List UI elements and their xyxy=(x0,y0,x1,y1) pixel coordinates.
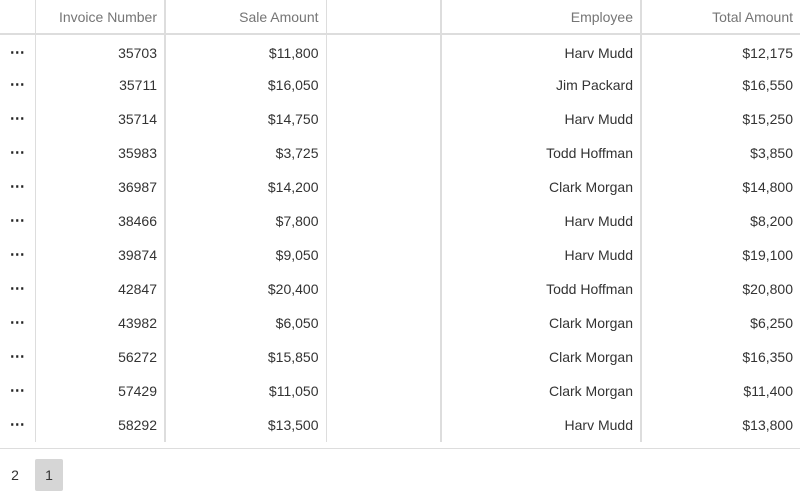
row-menu-icon[interactable]: ⋯ xyxy=(9,212,25,229)
blank-cell xyxy=(326,204,441,238)
blank-cell xyxy=(326,170,441,204)
table-row xyxy=(0,34,800,68)
invoice-number-cell: 38466 xyxy=(35,204,165,238)
total-amount-cell: $14,800 xyxy=(641,170,800,204)
header-invoice-number[interactable]: Invoice Number xyxy=(35,0,165,34)
table-row xyxy=(0,306,800,340)
row-menu-cell xyxy=(0,170,35,204)
invoice-number-cell: 43982 xyxy=(35,306,165,340)
blank-cell xyxy=(326,374,441,408)
row-menu-cell xyxy=(0,238,35,272)
sale-amount-cell: $6,050 xyxy=(165,306,326,340)
row-menu-icon[interactable]: ⋯ xyxy=(9,144,25,161)
row-menu-icon[interactable]: ⋯ xyxy=(9,178,25,195)
employee-cell: Clark Morgan xyxy=(441,340,641,374)
row-menu-icon[interactable]: ⋯ xyxy=(9,382,25,399)
invoice-number-cell: 35703 xyxy=(35,34,165,68)
invoice-number-cell: 56272 xyxy=(35,340,165,374)
invoice-number-cell: 42847 xyxy=(35,272,165,306)
table-row xyxy=(0,374,800,408)
total-amount-cell: $19,100 xyxy=(641,238,800,272)
invoice-number-cell: 39874 xyxy=(35,238,165,272)
row-menu-cell xyxy=(0,306,35,340)
row-menu-icon[interactable]: ⋯ xyxy=(9,76,25,93)
sale-amount-cell: $20,400 xyxy=(165,272,326,306)
invoice-number-cell: 58292 xyxy=(35,408,165,442)
header-row xyxy=(0,0,800,34)
total-amount-cell: $8,200 xyxy=(641,204,800,238)
row-menu-icon[interactable]: ⋯ xyxy=(9,314,25,331)
sale-amount-cell: $7,800 xyxy=(165,204,326,238)
invoice-number-cell: 57429 xyxy=(35,374,165,408)
table-row xyxy=(0,68,800,102)
total-amount-cell: $12,175 xyxy=(641,34,800,68)
header-menu-column xyxy=(0,0,35,34)
total-amount-cell: $13,800 xyxy=(641,408,800,442)
sale-amount-cell: $11,800 xyxy=(165,34,326,68)
table-row xyxy=(0,102,800,136)
row-menu-icon[interactable]: ⋯ xyxy=(9,246,25,263)
sale-amount-cell: $14,200 xyxy=(165,170,326,204)
row-menu-icon[interactable]: ⋯ xyxy=(9,110,25,127)
total-amount-cell: $6,250 xyxy=(641,306,800,340)
header-blank-column[interactable] xyxy=(326,0,441,34)
employee-cell: Jim Packard xyxy=(441,68,641,102)
employee-cell: Harv Mudd xyxy=(441,102,641,136)
table-row xyxy=(0,238,800,272)
row-menu-cell xyxy=(0,102,35,136)
blank-cell xyxy=(326,340,441,374)
invoice-number-cell: 35983 xyxy=(35,136,165,170)
row-menu-icon[interactable]: ⋯ xyxy=(9,43,25,61)
total-amount-cell: $16,550 xyxy=(641,68,800,102)
table-row xyxy=(0,408,800,442)
row-menu-cell xyxy=(0,136,35,170)
total-amount-cell: $16,350 xyxy=(641,340,800,374)
page-link-1-current[interactable]: 1 xyxy=(35,459,63,491)
invoice-number-cell: 36987 xyxy=(35,170,165,204)
sale-amount-cell: $13,500 xyxy=(165,408,326,442)
table-row xyxy=(0,340,800,374)
employee-cell: Harv Mudd xyxy=(441,238,641,272)
employee-cell: Todd Hoffman xyxy=(441,136,641,170)
header-sale-amount[interactable]: Sale Amount xyxy=(165,0,326,34)
table-row xyxy=(0,272,800,306)
employee-cell: Clark Morgan xyxy=(441,170,641,204)
blank-cell xyxy=(326,34,441,68)
table-row xyxy=(0,170,800,204)
row-menu-cell xyxy=(0,408,35,442)
total-amount-cell: $15,250 xyxy=(641,102,800,136)
table-row xyxy=(0,204,800,238)
sale-amount-cell: $3,725 xyxy=(165,136,326,170)
row-menu-cell xyxy=(0,68,35,102)
row-menu-cell xyxy=(0,204,35,238)
pagination xyxy=(0,449,800,500)
blank-cell xyxy=(326,68,441,102)
total-amount-cell: $20,800 xyxy=(641,272,800,306)
sale-amount-cell: $16,050 xyxy=(165,68,326,102)
row-menu-icon[interactable]: ⋯ xyxy=(9,280,25,297)
employee-cell: Harv Mudd xyxy=(441,34,641,68)
sale-amount-cell: $11,050 xyxy=(165,374,326,408)
table-row xyxy=(0,136,800,170)
blank-cell xyxy=(326,102,441,136)
row-menu-icon[interactable]: ⋯ xyxy=(9,348,25,365)
blank-cell xyxy=(326,238,441,272)
header-employee[interactable]: Employee xyxy=(441,0,641,34)
row-menu-cell xyxy=(0,374,35,408)
total-amount-cell: $3,850 xyxy=(641,136,800,170)
row-menu-icon[interactable]: ⋯ xyxy=(9,416,25,433)
row-menu-cell xyxy=(0,340,35,374)
blank-cell xyxy=(326,136,441,170)
row-menu-cell xyxy=(0,34,35,68)
employee-cell: Clark Morgan xyxy=(441,306,641,340)
blank-cell xyxy=(326,306,441,340)
sale-amount-cell: $15,850 xyxy=(165,340,326,374)
row-menu-cell xyxy=(0,272,35,306)
header-total-amount[interactable]: Total Amount xyxy=(641,0,800,34)
employee-cell: Clark Morgan xyxy=(441,374,641,408)
sale-amount-cell: $9,050 xyxy=(165,238,326,272)
total-amount-cell: $11,400 xyxy=(641,374,800,408)
blank-cell xyxy=(326,408,441,442)
invoice-number-cell: 35714 xyxy=(35,102,165,136)
employee-cell: Harv Mudd xyxy=(441,204,641,238)
page-link-2[interactable]: 2 xyxy=(11,466,19,483)
employee-cell: Harv Mudd xyxy=(441,408,641,442)
blank-cell xyxy=(326,272,441,306)
employee-cell: Todd Hoffman xyxy=(441,272,641,306)
sale-amount-cell: $14,750 xyxy=(165,102,326,136)
invoice-number-cell: 35711 xyxy=(35,68,165,102)
